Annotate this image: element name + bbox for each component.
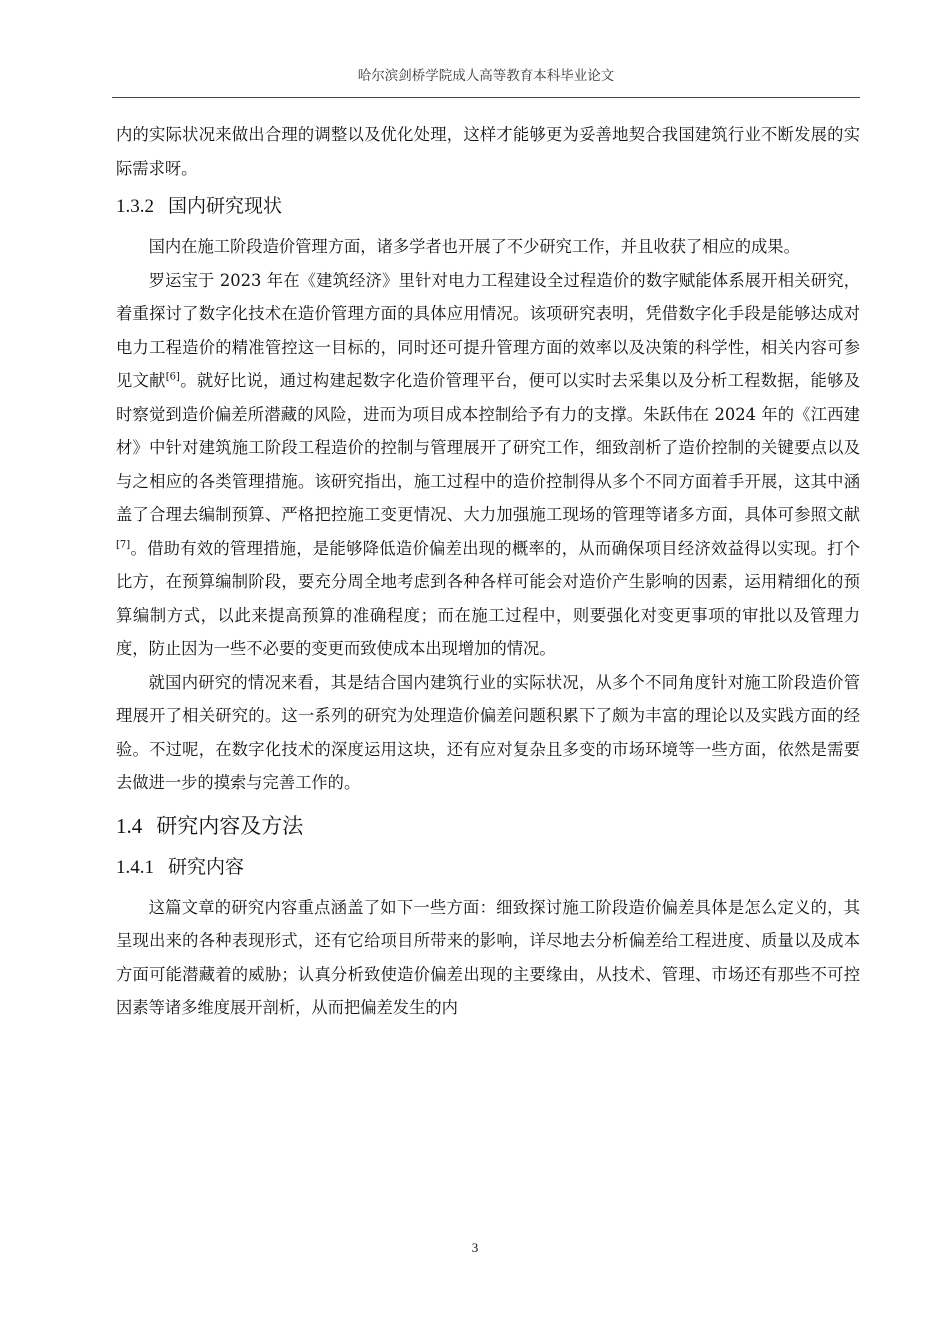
section-heading-1-3-2 [116, 189, 860, 224]
paragraph-continued: 内的实际状况来做出合理的调整以及优化处理，这样才能够更为妥善地契合我国建筑行业不断发展的实际需求呀。 [116, 125, 860, 178]
section-title: 研究内容 [168, 855, 245, 878]
section-number: 1.4.1 [116, 856, 154, 878]
paragraph-research-content: 这篇文章的研究内容重点涵盖了如下一些方面：细致探讨施工阶段造价偏差具体是怎么定义的，其呈现出来的各种表现形式，还有它给项目所带来的影响，详尽地去分析偏差给工程进度、质量以及成本方面可能潜藏着的威胁；认真分析致使造价偏差出现的主要缘由，从技术、管理、市场还有那些不可控因素等诸多维度展开剖析，从而把偏差发生的内 [116, 897, 860, 1017]
paragraph-literature [116, 264, 860, 666]
section-number: 1.4 [116, 813, 143, 838]
page-body [116, 118, 860, 1025]
page-number: 3 [471, 1240, 479, 1255]
header-divider [112, 97, 860, 98]
citation-ref-7: [7] [116, 539, 131, 551]
paragraph-overview: 国内在施工阶段造价管理方面，诸多学者也开展了不少研究工作，并且收获了相应的成果。 [148, 237, 800, 256]
paragraph-text: 。就好比说，通过构建起数字化造价管理平台，便可以实时去采集以及分析工程数据，能够及时察觉到造价偏差所潜藏的风险，进而为项目成本控制给予有力的支撑。朱跃伟在 2024 年的《江西建材》中针对建筑施工阶段工程造价的控制与管理展开了研究工作，细致剖析了造价控制的关键要点以及与之相应的各类管理措施。该研究指出，施工过程中的造价控制得从多个不同方面着手开展，这其中涵盖了合理去编制预算、严格把控施工变更情况、大力加强施工现场的管理等诸多方面，具体可参照文献 [116, 371, 860, 524]
citation-ref-6: [6] [165, 371, 180, 383]
section-number: 1.3.2 [116, 196, 154, 217]
section-title: 研究内容及方法 [156, 813, 304, 838]
section-title: 国内研究现状 [168, 195, 283, 217]
paragraph-summary: 就国内研究的情况来看，其是结合国内建筑行业的实际状况，从多个不同角度针对施工阶段造价管理展开了相关研究的。这一系列的研究为处理造价偏差问题积累下了颇为丰富的理论以及实践方面的经验。不过呢，在数字化技术的深度运用这块，还有应对复杂且多变的市场环境等一些方面，依然是需要去做进一步的摸索与完善工作的。 [116, 672, 860, 792]
paragraph-text: 罗运宝于 2023 年在《建筑经济》里针对电力工程建设全过程造价的数字赋能体系展开相关研究，着重探讨了数字化技术在造价管理方面的具体应用情况。该项研究表明，凭借数字化手段是能够达成对电力工程造价的精准管控这一目标的，同时还可提升管理方面的效率以及决策的科学性，相关内容可参见文献 [116, 270, 860, 390]
section-heading-1-4 [116, 806, 860, 846]
section-heading-1-4-1 [116, 850, 860, 885]
paragraph-text: 。借助有效的管理措施，是能够降低造价偏差出现的概率的，从而确保项目经济效益得以实现。打个比方，在预算编制阶段，要充分周全地考虑到各种各样可能会对造价产生影响的因素，运用精细化的预算编制方式，以此来提高预算的准确程度；而在施工过程中，则要强化对变更事项的审批以及管理力度，防止因为一些不必要的变更而致使成本出现增加的情况。 [116, 538, 860, 658]
running-header: 哈尔滨剑桥学院成人高等教育本科毕业论文 [357, 68, 615, 84]
